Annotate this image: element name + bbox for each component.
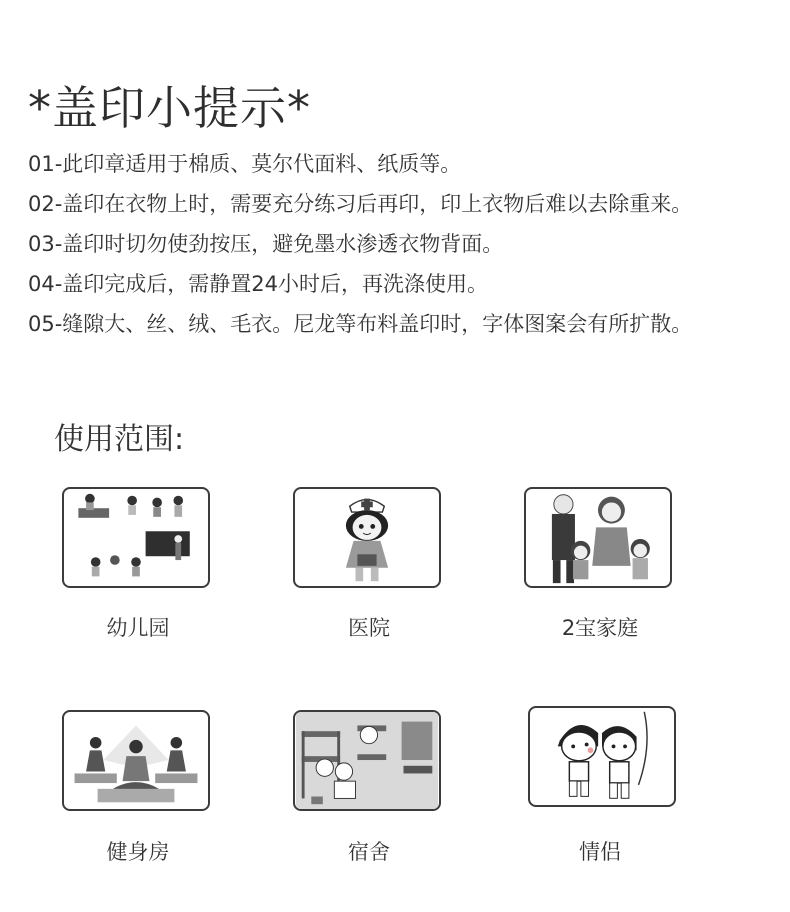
kindergarten-illustration	[62, 487, 210, 588]
usage-label: 医院	[348, 616, 390, 640]
nurse-illustration	[293, 487, 441, 588]
tip-item: 05-缝隙大、丝、绒、毛衣。尼龙等布料盖印时，字体图案会有所扩散。	[28, 312, 693, 336]
usage-label: 健身房	[106, 840, 170, 864]
couple-illustration	[528, 706, 676, 807]
usage-label: 2宝家庭	[561, 616, 639, 640]
family-illustration	[524, 487, 672, 588]
tip-item: 03-盖印时切勿使劲按压，避免墨水渗透衣物背面。	[28, 232, 504, 256]
dormitory-illustration	[293, 710, 441, 811]
usage-label: 情侣	[579, 840, 621, 864]
usage-heading: 使用范围:	[54, 422, 185, 457]
tips-list	[28, 148, 788, 348]
usage-label: 宿舍	[348, 840, 390, 864]
tip-item: 04-盖印完成后，需静置24小时后，再洗涤使用。	[28, 272, 489, 296]
tip-item: 02-盖印在衣物上时，需要充分练习后再印，印上衣物后难以去除重来。	[28, 192, 693, 216]
usage-label: 幼儿园	[106, 616, 170, 640]
tip-item: 01-此印章适用于棉质、莫尔代面料、纸质等。	[28, 152, 462, 176]
page-title: *盖印小提示*	[28, 81, 311, 135]
yoga-illustration	[62, 710, 210, 811]
